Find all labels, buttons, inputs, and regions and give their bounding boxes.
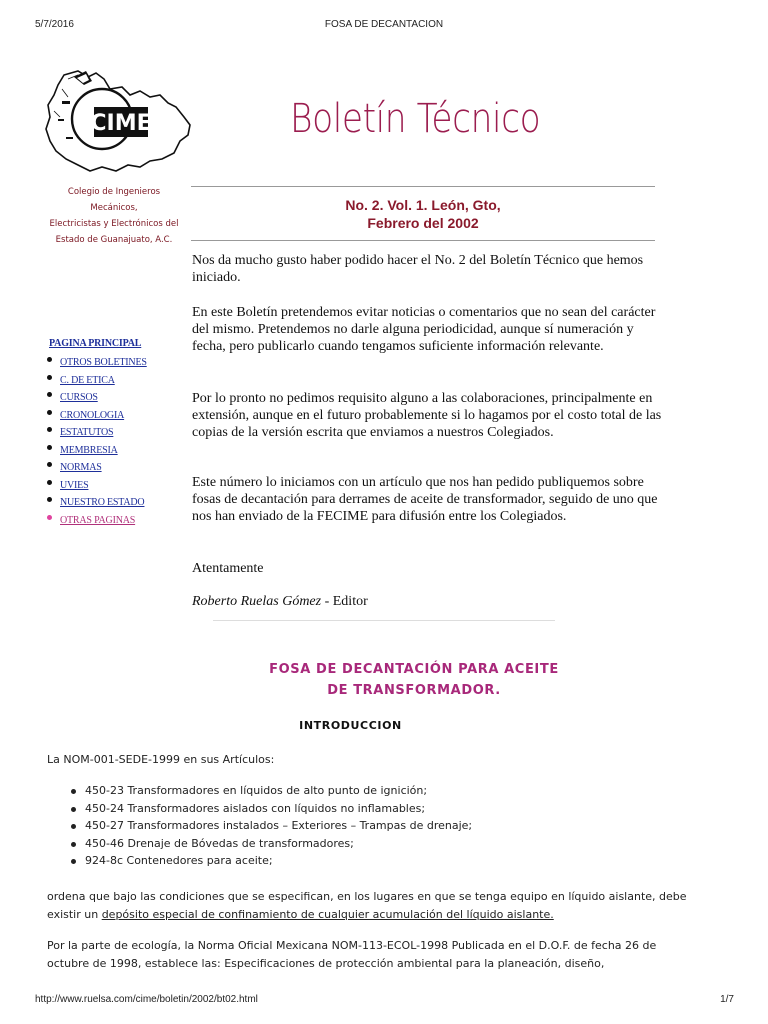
nav-link-membresia[interactable]: MEMBRESIA [60,444,118,456]
article-title [150,659,678,701]
nav-link-estatutos[interactable]: ESTATUTOS [60,427,114,438]
divider [213,620,555,621]
intro-paragraph: Nos da mucho gusto haber podido hacer el No. 2 del Boletín Técnico que hemos iniciado. [192,253,644,285]
nav-link-uvies[interactable]: UVIES [60,479,89,491]
print-date: 5/7/2016 [35,19,74,30]
ordena-paragraph [47,888,687,924]
issue-date: Febrero del 2002 [367,215,479,231]
org-line: Estado de Guanajuato, A.C. [55,235,173,245]
nav-item [35,422,147,440]
signature-name: Roberto Ruelas Gómez [192,594,322,609]
nav-link-otros-boletines[interactable]: OTROS BOLETINES [60,357,147,368]
print-url: http://www.ruelsa.com/cime/boletin/2002/bt02.html [35,994,258,1005]
print-page-number: 1/7 [720,994,734,1005]
article-list [47,784,472,872]
nav-item [35,352,147,370]
logo-text: CIME [90,111,152,136]
nav-link-otras-paginas[interactable]: OTRAS PAGINAS [60,514,136,526]
nav-item [35,370,147,388]
bulletin-title: Boletín Técnico [290,96,541,142]
org-name [36,184,192,248]
nav-link-cursos[interactable]: CURSOS [60,392,98,403]
nav-item [35,405,147,423]
list-item: 450-46 Drenaje de Bóvedas de transformadores; [47,837,472,855]
issue-number: No. 2. Vol. 1. León, Gto, [345,197,501,213]
list-item: 450-23 Transformadores en líquidos de alto punto de ignición; [47,784,472,802]
signature [192,593,662,610]
divider [191,186,655,187]
intro-paragraph: Por lo pronto no pedimos requisito alguno a las colaboraciones, principalmente en extensión, aunque en el futuro probablemente si lo hagamos por el costo total de las copias de la versión escrita que enviamos a nuestros Colegiados. [192,391,662,440]
ordena-text: ordena que bajo las condiciones que se especifican, en los lugares en que se tenga equipo en líquido aislante, debe existir un [47,890,687,921]
print-title: FOSA DE DECANTACION [324,19,444,30]
org-line: Electricistas y Electrónicos del [49,219,179,229]
nav-item [35,440,147,458]
org-line: Colegio de Ingenieros [67,187,161,197]
intro-paragraph: En este Boletín pretendemos evitar noticias o comentarios que no sean del carácter del mismo. Pretendemos no darle alguna periodicidad, aunque sí numeración y fecha, pero publicarlo cuando tengamos suficiente información relevante. [192,305,656,354]
nav-link-cronologia[interactable]: CRONOLOGIA [60,409,125,421]
intro-paragraph: Este número lo iniciamos con un artículo que nos han pedido publiquemos sobre fosas de decantación para derrames de aceite de transformador, seguido de uno que nos han enviado de la FECIME para difusión entre los Colegiados. [192,475,658,524]
ordena-underlined: depósito especial de confinamiento de cualquier acumulación del líquido aislante. [101,908,554,921]
list-item: 450-27 Transformadores instalados – Exteriores – Trampas de drenaje; [47,819,472,837]
signature-role: - Editor [321,594,368,609]
nav-home-link[interactable]: PAGINA PRINCIPAL [49,338,142,349]
nav-item [35,492,147,510]
org-line: Mecánicos, [90,203,138,213]
issue-info [191,196,655,232]
nav-list [35,352,147,527]
closing: Atentamente [192,561,264,576]
list-item: 924-8c Contenedores para aceite; [47,854,472,872]
nav-item [35,475,147,493]
nav-link-etica[interactable]: C. DE ETICA [60,374,115,386]
nav-link-nuestro-estado[interactable]: NUESTRO ESTADO [60,497,145,508]
nav-item [35,387,147,405]
ecologia-paragraph: Por la parte de ecología, la Norma Oficial Mexicana NOM-113-ECOL-1998 Publicada en el D.O.F. de fecha 26 de octubre de 1998, establece las: Especificaciones de protección ambiental para la planeación, diseño, [47,939,657,970]
nav-link-normas[interactable]: NORMAS [60,462,102,473]
nom-intro: La NOM-001-SEDE-1999 en sus Artículos: [47,753,275,766]
article-title-line: DE TRANSFORMADOR. [327,683,501,698]
list-item: 450-24 Transformadores aislados con líquidos no inflamables; [47,802,472,820]
divider [191,240,655,241]
nav-item [35,457,147,475]
article-title-line: FOSA DE DECANTACIÓN PARA ACEITE [269,662,559,677]
section-heading: INTRODUCCION [299,719,402,732]
cime-logo [44,67,196,179]
nav-item [35,510,147,528]
